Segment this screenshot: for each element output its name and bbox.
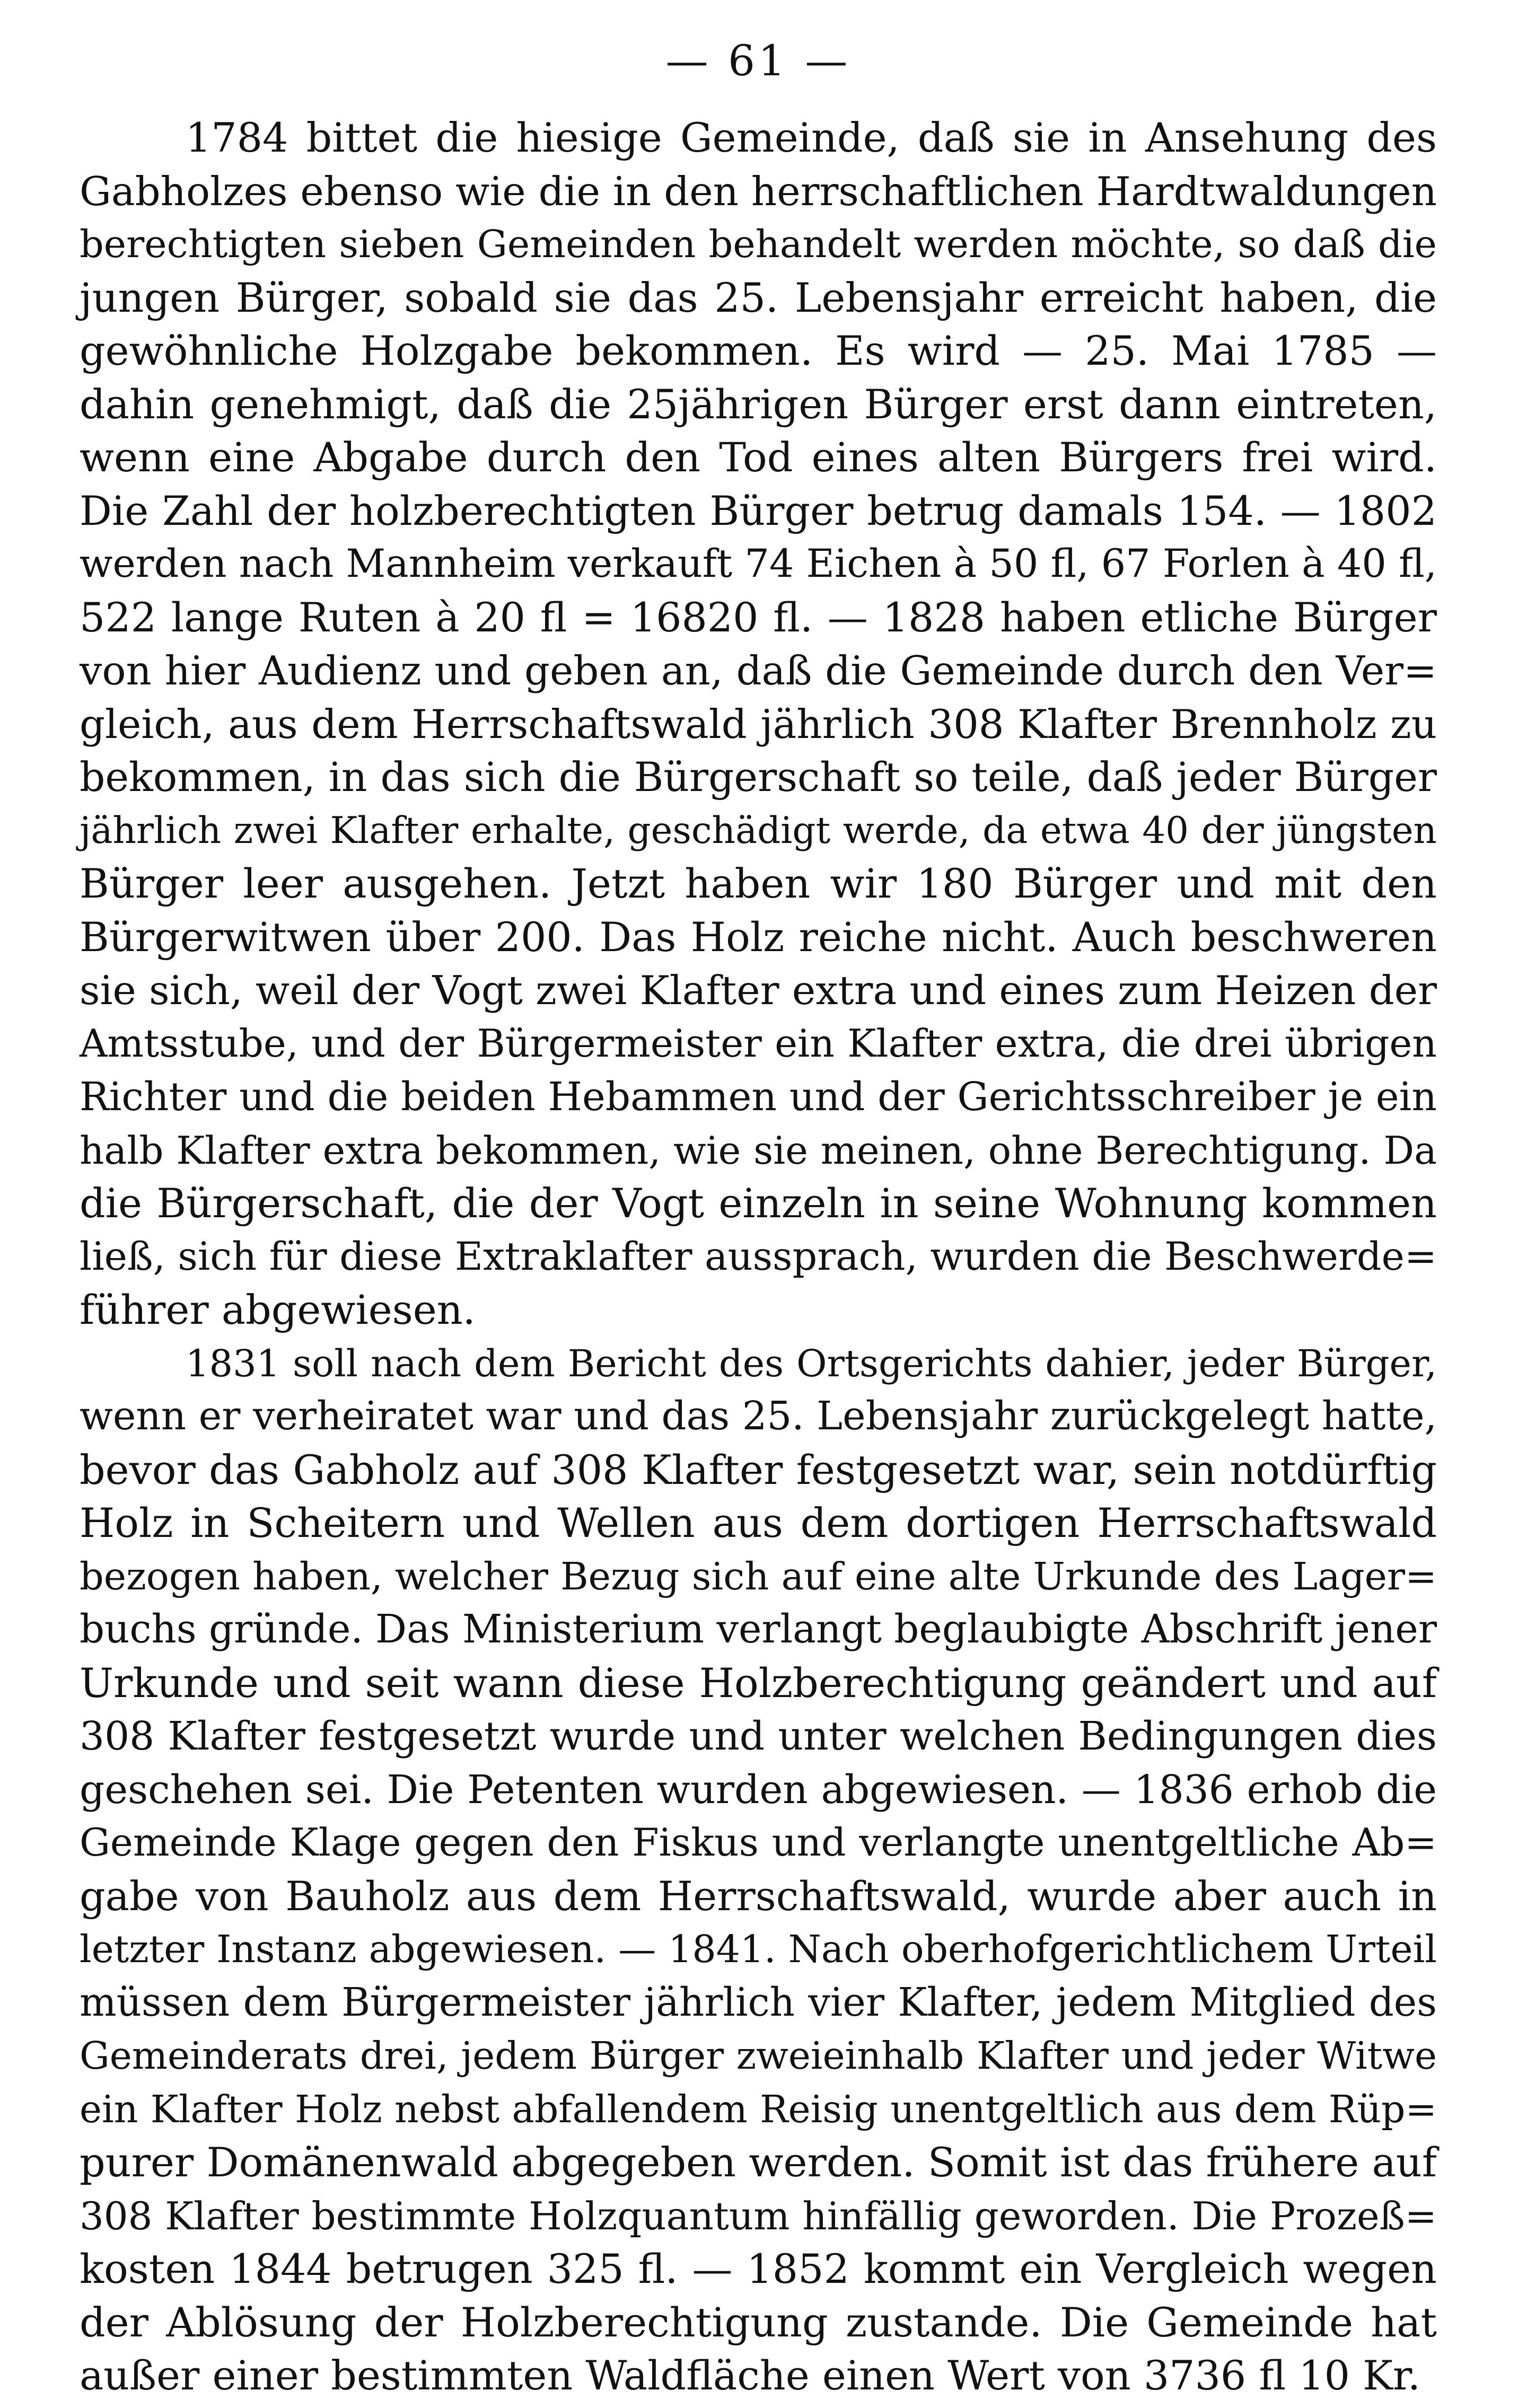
text-line: Bürgerwitwen über 200. Das Holz reiche nicht. Auch beschweren	[80, 913, 1437, 961]
text-line: gleich, aus dem Herrschaftswald jährlich 308 Klafter Brennholz zu	[80, 700, 1437, 748]
text-line: Die Zahl der holzberechtigten Bürger betrug damals 154. — 1802	[80, 487, 1437, 534]
text-line: kosten 1844 betrugen 325 fl. — 1852 kommt ein Vergleich wegen	[80, 2245, 1437, 2292]
text-line: die Bürgerschaft, die der Vogt einzeln in seine Wohnung kommen	[80, 1180, 1437, 1227]
text-line: werden nach Mannheim verkauft 74 Eichen à 50 fl, 67 Forlen à 40 fl,	[80, 541, 1437, 586]
text-line: jungen Bürger, sobald sie das 25. Lebensjahr erreicht haben, die	[80, 274, 1437, 321]
text-line: 522 lange Ruten à 20 fl = 16820 fl. — 1828 haben etliche Bürger	[80, 593, 1437, 641]
text-line: halb Klafter extra bekommen, wie sie meinen, ohne Berechtigung. Da	[80, 1128, 1437, 1173]
text-line: ließ, sich für diese Extraklafter aussprach, wurden die Beschwerde=	[80, 1234, 1437, 1279]
text-line: geschehen sei. Die Petenten wurden abgewiesen. — 1836 erhob die	[80, 1767, 1437, 1813]
text-line: sie sich, weil der Vogt zwei Klafter extra und eines zum Heizen der	[80, 967, 1437, 1014]
paragraph-2	[80, 1337, 1437, 2403]
text-line: 308 Klafter festgesetzt wurde und unter welchen Bedingungen dies	[80, 1713, 1437, 1759]
text-line: buchs gründe. Das Ministerium verlangt beglaubigte Abschrift jener	[80, 1607, 1437, 1652]
text-line: Richter und die beiden Hebammen und der Gerichtsschreiber je ein	[80, 1074, 1437, 1120]
text-line: 308 Klafter bestimmte Holzquantum hinfällig geworden. Die Prozeß=	[80, 2193, 1437, 2238]
text-line: der Ablösung der Holzberechtigung zustande. Die Gemeinde hat	[80, 2298, 1437, 2346]
text-line: 1784 bittet die hiesige Gemeinde, daß sie in Ansehung des	[186, 114, 1437, 161]
text-line: bekommen, in das sich die Bürgerschaft so teile, daß jeder Bürger	[80, 754, 1437, 801]
text-line: gabe von Bauholz aus dem Herrschaftswald, wurde aber auch in	[80, 1872, 1437, 1920]
text-line: Holz in Scheitern und Wellen aus dem dortigen Herrschaftswald	[80, 1499, 1437, 1546]
text-line: Bürger leer ausgehen. Jetzt haben wir 180 Bürger und mit den	[80, 860, 1437, 907]
text-line: jährlich zwei Klafter erhalte, geschädigt werde, da etwa 40 der jüngsten	[80, 809, 1437, 852]
text-line: außer einer bestimmten Waldfläche einen Wert von 3736 fl 10 Kr.	[80, 2352, 1421, 2399]
text-line: bezogen haben, welcher Bezug sich auf eine alte Urkunde des Lager=	[80, 1554, 1437, 1598]
text-line: wenn eine Abgabe durch den Tod eines alten Bürgers frei wird.	[80, 434, 1437, 481]
text-line: ein Klafter Holz nebst abfallendem Reisig unentgeltlich aus dem Rüp=	[80, 2087, 1437, 2131]
text-line: Gemeinderats drei, jedem Bürger zweieinhalb Klafter und jeder Witwe	[80, 2034, 1437, 2078]
text-line: Amtsstube, und der Bürgermeister ein Klafter extra, die drei übrigen	[80, 1021, 1437, 1066]
text-line: 1831 soll nach dem Bericht des Ortsgerichts dahier, jeder Bürger,	[186, 1341, 1437, 1385]
text-line: von hier Audienz und geben an, daß die Gemeinde durch den Ver=	[80, 647, 1437, 694]
paragraph-1	[80, 111, 1437, 1337]
text-line: wenn er verheiratet war und das 25. Lebensjahr zurückgelegt hatte,	[80, 1394, 1437, 1439]
page-number: — 61 —	[665, 36, 851, 85]
text-line: bevor das Gabholz auf 308 Klafter festgesetzt war, sein notdürftig	[80, 1446, 1437, 1493]
book-page	[80, 32, 1437, 2399]
text-line: letzter Instanz abgewiesen. — 1841. Nach oberhofgerichtlichem Urteil	[80, 1927, 1437, 1971]
text-line: müssen dem Bürgermeister jährlich vier Klafter, jedem Mitglied des	[80, 1980, 1437, 2025]
text-line: Gabholzes ebenso wie die in den herrschaftlichen Hardtwaldungen	[80, 168, 1437, 215]
text-line: gewöhnliche Holzgabe bekommen. Es wird — 25. Mai 1785 —	[80, 327, 1437, 374]
text-line: purer Domänenwald abgegeben werden. Somit ist das frühere auf	[80, 2139, 1437, 2186]
text-line: dahin genehmigt, daß die 25jährigen Bürger erst dann eintreten,	[80, 380, 1437, 428]
text-line: berechtigten sieben Gemeinden behandelt werden möchte, so daß die	[80, 222, 1437, 266]
text-line: Urkunde und seit wann diese Holzberechtigung geändert und auf	[80, 1659, 1437, 1707]
text-line: Gemeinde Klage gegen den Fiskus und verlangte unentgeltliche Ab=	[80, 1821, 1437, 1865]
text-line: führer abgewiesen.	[80, 1286, 476, 1333]
